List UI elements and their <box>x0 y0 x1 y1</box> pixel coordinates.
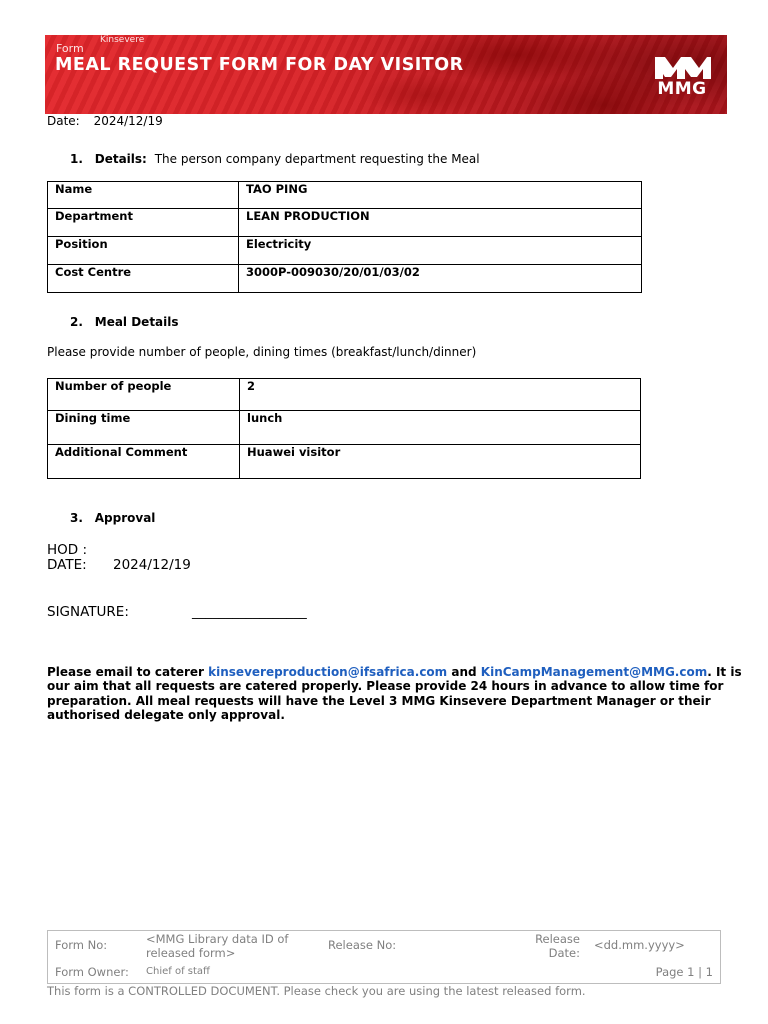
notice-line-3: preparation. All meal requests will have the Level 3 MMG Kinsevere Department Manager or their <box>47 693 711 708</box>
site-label: Kinsevere <box>100 35 145 45</box>
section-1-number: 1. <box>70 152 83 166</box>
notice-prefix: Please email to caterer <box>47 665 209 679</box>
table-cell-label: Number of people <box>48 379 240 411</box>
section-2-number: 2. <box>70 315 83 329</box>
section-1-description: The person company department requesting the Meal <box>154 152 480 166</box>
mmg-logo-icon <box>651 51 713 81</box>
section-1-title: Details: <box>94 152 147 166</box>
logo-text: MMG <box>657 79 707 99</box>
section-1-heading <box>70 152 480 166</box>
release-date-label-line-1: Release <box>535 932 580 946</box>
table-row <box>48 379 641 411</box>
form-label: Form <box>56 42 84 55</box>
email-link-caterer[interactable]: kinsevereproduction@ifsafrica.com <box>208 665 448 679</box>
table-cell-label: Additional Comment <box>48 445 240 479</box>
section-3-number: 3. <box>70 511 83 525</box>
form-no-value-line-1: <MMG Library data ID of <box>146 932 289 946</box>
release-date-label <box>518 932 580 960</box>
table-cell-label: Dining time <box>48 411 240 445</box>
date-label: Date: <box>47 114 80 128</box>
header-banner <box>45 35 727 114</box>
details-table <box>47 181 642 293</box>
page-title: MEAL REQUEST FORM FOR DAY VISITOR <box>55 55 464 75</box>
notice-suffix: . It is <box>707 665 742 679</box>
form-no-value <box>146 932 288 960</box>
table-cell-label: Name <box>48 182 239 209</box>
table-row <box>48 182 642 209</box>
controlled-document-note: This form is a CONTROLLED DOCUMENT. Please check you are using the latest released form. <box>47 984 586 998</box>
meal-instruction: Please provide number of people, dining times (breakfast/lunch/dinner) <box>47 345 477 359</box>
approval-date-value: 2024/12/19 <box>113 557 191 573</box>
form-owner-label: Form Owner: <box>55 965 129 979</box>
table-cell-value: Electricity <box>239 237 642 265</box>
table-row <box>48 445 641 479</box>
section-3-heading <box>70 511 155 525</box>
email-link-camp-management[interactable]: KinCampManagement@MMG.com <box>480 665 708 679</box>
mmg-logo <box>651 51 713 99</box>
release-no-label: Release No: <box>328 938 397 952</box>
table-row <box>48 265 642 293</box>
table-cell-value: 3000P-009030/20/01/03/02 <box>239 265 642 293</box>
date-line <box>47 114 163 128</box>
release-date-value: <dd.mm.yyyy> <box>594 938 685 952</box>
form-no-label: Form No: <box>55 938 108 952</box>
table-cell-label: Cost Centre <box>48 265 239 293</box>
release-date-label-line-2: Date: <box>548 946 580 960</box>
notice-paragraph <box>47 665 742 722</box>
footer-box <box>47 930 721 984</box>
table-row <box>48 237 642 265</box>
meal-table <box>47 378 641 479</box>
section-3-title: Approval <box>94 511 156 525</box>
table-cell-label: Position <box>48 237 239 265</box>
notice-and: and <box>447 665 481 679</box>
table-row <box>48 209 642 237</box>
table-cell-label: Department <box>48 209 239 237</box>
notice-line-1 <box>47 665 742 679</box>
date-value: 2024/12/19 <box>93 114 163 128</box>
table-cell-value: 2 <box>240 379 641 411</box>
signature-line[interactable]: _________________ <box>192 604 307 620</box>
table-cell-value: LEAN PRODUCTION <box>239 209 642 237</box>
notice-line-4: authorised delegate only approval. <box>47 707 285 722</box>
table-row <box>48 411 641 445</box>
form-no-value-line-2: released form> <box>146 946 236 960</box>
section-2-heading <box>70 315 179 329</box>
section-2-title: Meal Details <box>94 315 179 329</box>
hod-label: HOD : <box>47 542 88 558</box>
approval-date-label: DATE: <box>47 557 87 573</box>
notice-line-2: our aim that all requests are catered properly. Please provide 24 hours in advance to allow time for <box>47 679 724 694</box>
table-cell-value: lunch <box>240 411 641 445</box>
signature-label: SIGNATURE: <box>47 604 129 620</box>
table-cell-value: Huawei visitor <box>240 445 641 479</box>
page-number: Page 1 | 1 <box>655 965 713 979</box>
table-cell-value: TAO PING <box>239 182 642 209</box>
form-owner-value: Chief of staff <box>146 966 210 977</box>
